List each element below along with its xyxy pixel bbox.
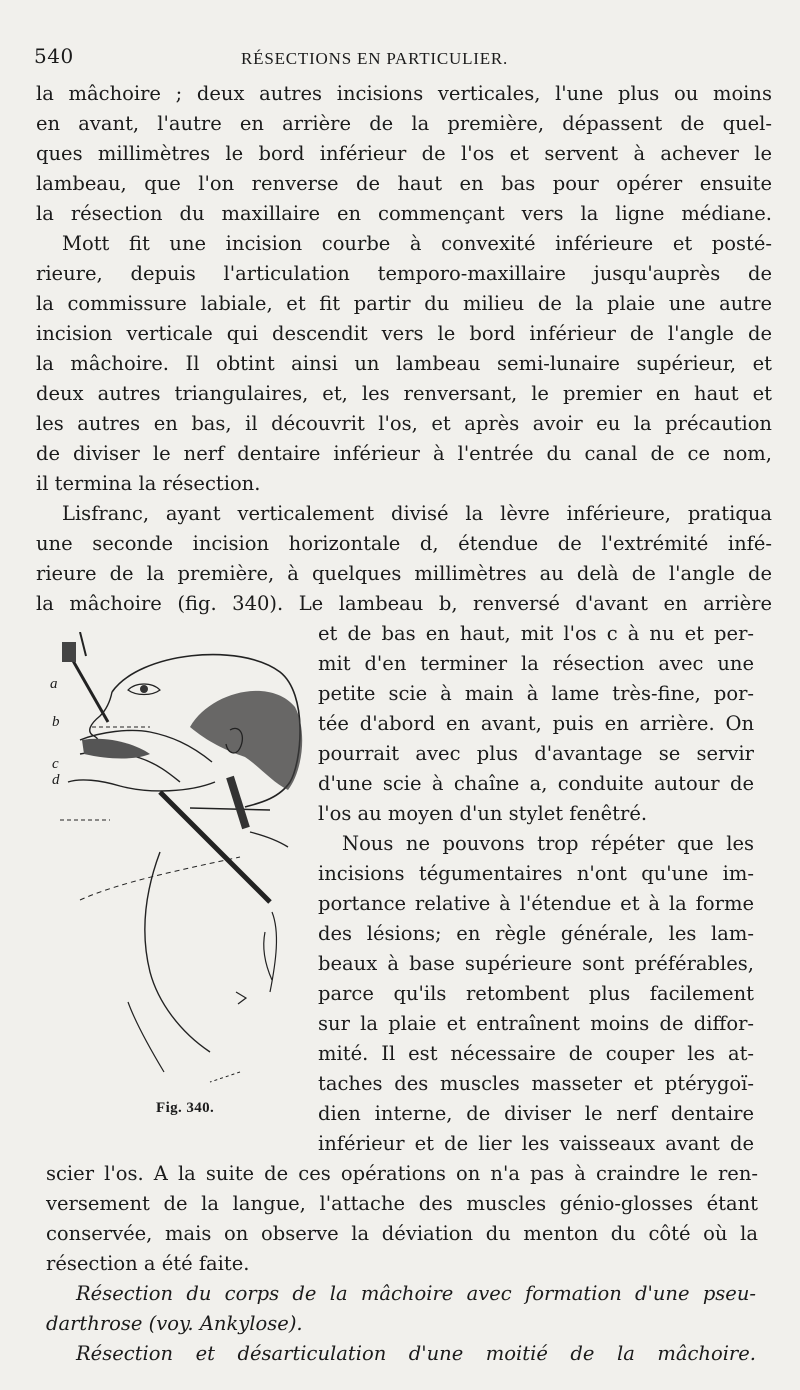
figure-label-b: b — [52, 714, 60, 730]
text-line: résection a été faite. — [46, 1252, 250, 1275]
side-text-line: beaux à base supérieure sont préférables, — [318, 952, 754, 975]
text-line: de diviser le nerf dentaire inférieur à l'entrée du canal de ce nom, — [36, 442, 772, 465]
italic-line: Résection et désarticulation d'une moitié de la mâchoire. — [76, 1342, 756, 1365]
text-line: la résection du maxillaire en commençant vers la ligne médiane. — [36, 202, 772, 225]
figure-340 — [40, 632, 322, 1092]
side-text-line: et de bas en haut, mit l'os c à nu et per- — [318, 622, 754, 645]
figure-label-d: d — [52, 772, 60, 788]
side-text-line: incisions tégumentaires n'ont qu'une im- — [318, 862, 754, 885]
side-text-line: des lésions; en règle générale, les lam- — [318, 922, 754, 945]
italic-line: darthrose (voy. Ankylose). — [46, 1312, 303, 1335]
side-text-line: d'une scie à chaîne a, conduite autour de — [318, 772, 754, 795]
side-text-line: parce qu'ils retombent plus facilement — [318, 982, 754, 1005]
side-text-line: sur la plaie et entraînent moins de diffor- — [318, 1012, 754, 1035]
text-line: une seconde incision horizontale d, étendue de l'extrémité infé- — [36, 532, 772, 555]
figure-caption: Fig. 340. — [156, 1100, 215, 1116]
side-text-line: tée d'abord en avant, puis en arrière. On — [318, 712, 754, 735]
side-text-line: pourrait avec plus d'avantage se servir — [318, 742, 754, 765]
text-line: incision verticale qui descendit vers le bord inférieur de l'angle de — [36, 322, 772, 345]
text-line: Mott fit une incision courbe à convexité inférieure et posté- — [62, 232, 772, 255]
side-text-line: mit d'en terminer la résection avec une — [318, 652, 754, 675]
text-line: conservée, mais on observe la déviation du menton du côté où la — [46, 1222, 758, 1245]
text-line: scier l'os. A la suite de ces opérations on n'a pas à craindre le ren- — [46, 1162, 758, 1185]
side-text-line: petite scie à main à lame très-fine, por- — [318, 682, 754, 705]
surgical-illustration — [40, 632, 322, 1092]
text-line: ques millimètres le bord inférieur de l'os et servent à achever le — [36, 142, 772, 165]
figure-label-c: c — [52, 756, 59, 772]
side-text-line: dien interne, de diviser le nerf dentaire — [318, 1102, 754, 1125]
text-line: rieure de la première, à quelques millimètres au delà de l'angle de — [36, 562, 772, 585]
text-line: la mâchoire ; deux autres incisions verticales, l'une plus ou moins — [36, 82, 772, 105]
running-header — [34, 42, 774, 74]
text-line: lambeau, que l'on renverse de haut en bas pour opérer ensuite — [36, 172, 772, 195]
text-line: la mâchoire. Il obtint ainsi un lambeau semi-lunaire supérieur, et — [36, 352, 772, 375]
side-text-line: mité. Il est nécessaire de couper les at- — [318, 1042, 754, 1065]
side-text-line: taches des muscles masseter et ptérygoï- — [318, 1072, 754, 1095]
side-text-line: inférieur et de lier les vaisseaux avant de — [318, 1132, 754, 1155]
text-line: en avant, l'autre en arrière de la première, dépassent de quel- — [36, 112, 772, 135]
figure-label-a: a — [50, 676, 58, 692]
text-line: la commissure labiale, et fit partir du milieu de la plaie une autre — [36, 292, 772, 315]
italic-line: Résection du corps de la mâchoire avec formation d'une pseu- — [76, 1282, 756, 1305]
running-title: RÉSECTIONS EN PARTICULIER. — [241, 49, 509, 68]
side-text-line: l'os au moyen d'un stylet fenêtré. — [318, 802, 648, 825]
text-line: rieure, depuis l'articulation temporo-maxillaire jusqu'auprès de — [36, 262, 772, 285]
side-text-line: portance relative à l'étendue et à la forme — [318, 892, 754, 915]
text-line: versement de la langue, l'attache des muscles génio-glosses étant — [46, 1192, 758, 1215]
text-line: la mâchoire (fig. 340). Le lambeau b, renversé d'avant en arrière — [36, 592, 772, 615]
text-line: deux autres triangulaires, et, les renversant, le premier en haut et — [36, 382, 772, 405]
page-number: 540 — [34, 44, 74, 68]
text-line: Lisfranc, ayant verticalement divisé la lèvre inférieure, pratiqua — [62, 502, 772, 525]
side-text-line: Nous ne pouvons trop répéter que les — [342, 832, 754, 855]
text-line: les autres en bas, il découvrit l'os, et après avoir eu la précaution — [36, 412, 772, 435]
text-line: il termina la résection. — [36, 472, 261, 495]
